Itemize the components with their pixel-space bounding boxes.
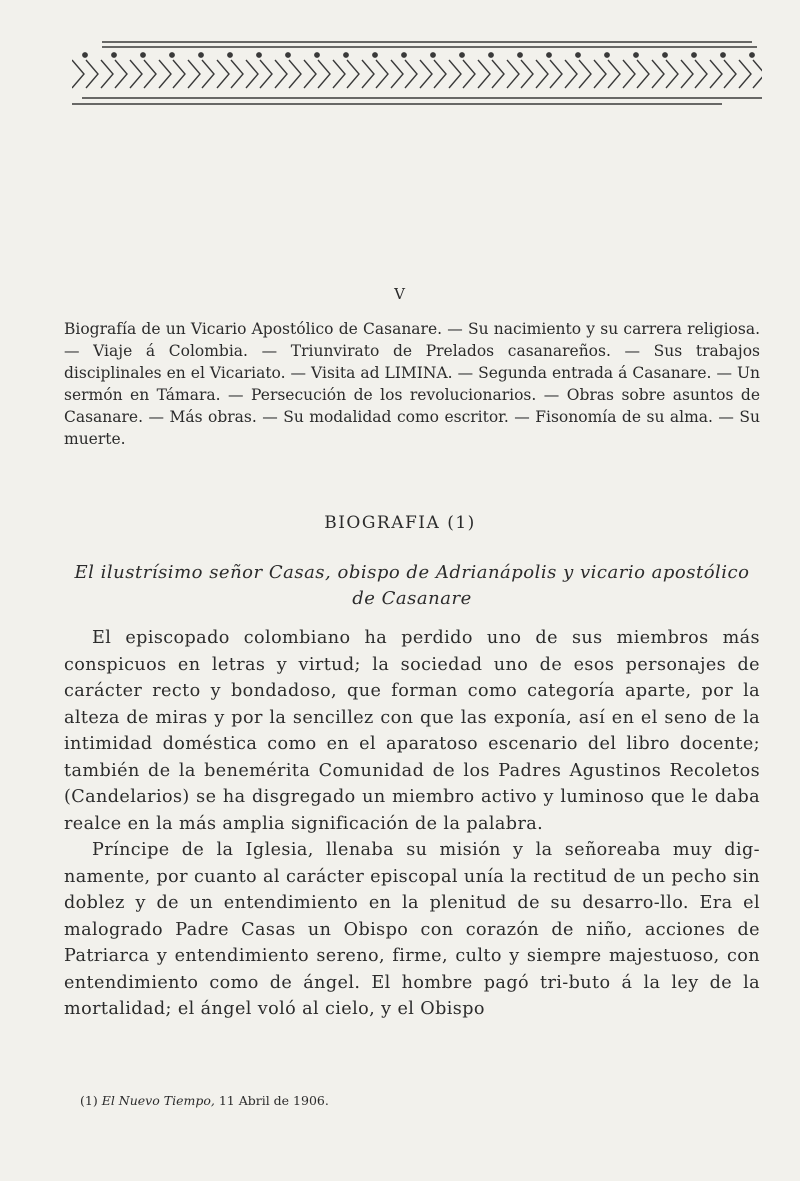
footnote-source: El Nuevo Tiempo,: [101, 1093, 215, 1108]
chapter-number: V: [394, 285, 406, 303]
section-title: BIOGRAFIA (1): [324, 513, 476, 533]
biography-subtitle: [64, 560, 760, 612]
subtitle-line-2: de Casanare: [352, 588, 472, 609]
body-text: [64, 625, 760, 1023]
ornamental-header-border: [72, 38, 762, 110]
paragraph-1: El episcopado colombiano ha perdido uno de sus miembros más conspicuos en letras y virtud; la sociedad uno de esos personajes de carácter recto y bondadoso, que forman como categoría aparte, por la alteza de miras y por la sencillez con que las exponía, así en el seno de la intimidad doméstica como en el aparatoso escenario del libro docente; también de la benemérita Comunidad de los Padres Agustinos Recoletos (Candelarios) se ha disgregado un miembro activo y luminoso que le daba realce en la más amplia significación de la palabra.: [64, 628, 760, 834]
paragraph-2: Príncipe de la Iglesia, llenaba su misión y la señoreaba muy dig-namente, por cuanto al carácter episcopal unía la rectitud de un pecho sin doblez y de un entendimiento en la plenitud de su desarro-llo. Era el malogrado Padre Casas un Obispo con corazón de niño, acciones de Patriarca y entendimiento sereno, firme, culto y siempre majestuoso, con entendimiento como de ángel. El hombre pagó tri-buto á la ley de la mortalidad; el ángel voló al cielo, y el Obispo: [64, 840, 760, 1019]
footnote-date: 11 Abril de 1906.: [218, 1093, 329, 1108]
footnote: [80, 1093, 760, 1109]
chapter-summary: Biografía de un Vicario Apostólico de Casanare. — Su nacimiento y su carrera religiosa. — Viaje á Colombia. — Triunvirato de Prelados casanareños. — Sus trabajos disciplinales en el Vicariato. — Visita ad LIMINA. — Segunda entrada á Casanare. — Un sermón en Támara. — Persecución de los revolucionarios. — Obras sobre asuntos de Casanare. — Más obras. — Su modalidad como escritor. — Fisonomía de su alma. — Su muerte.: [64, 320, 760, 448]
footnote-marker: (1): [80, 1093, 98, 1108]
subtitle-line-1: El ilustrísimo señor Casas, obispo de Adrianápolis y vicario apostólico: [74, 562, 750, 583]
